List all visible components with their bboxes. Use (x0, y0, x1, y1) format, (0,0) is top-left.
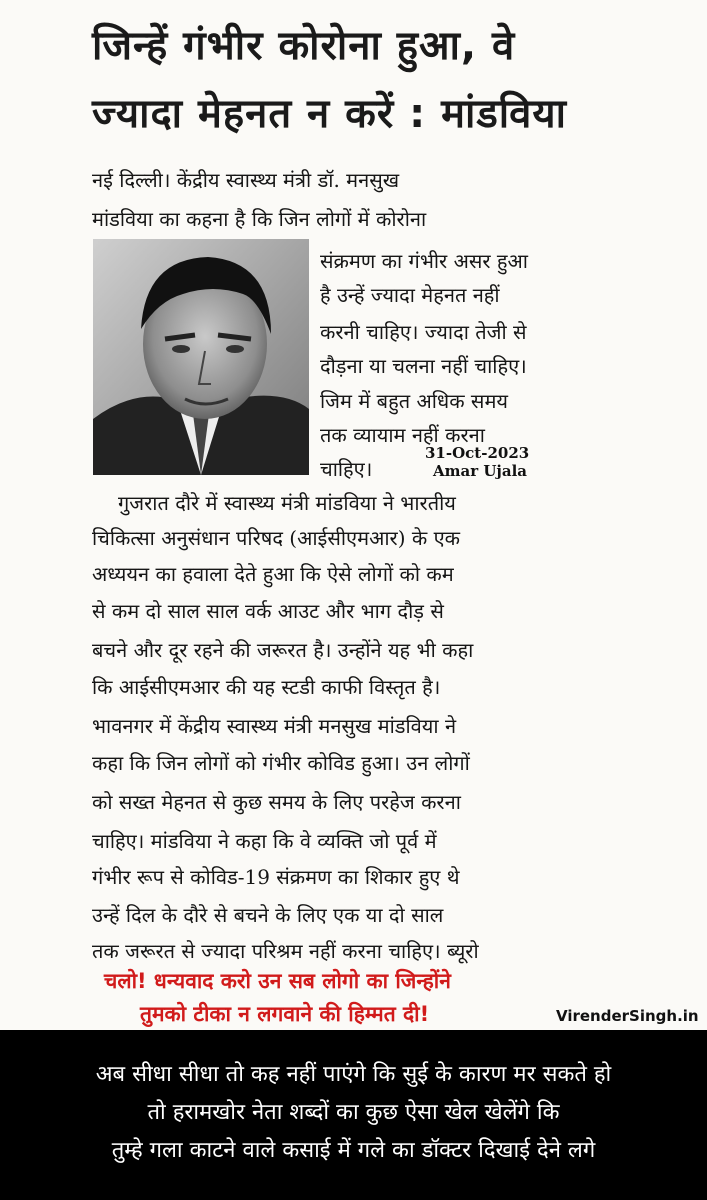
comment-line-2: तुमको टीका न लगवाने की हिम्मत दी! (140, 1002, 430, 1026)
comment-line-1: चलो! धन्यवाद करो उन सब लोगो का जिन्होंने (104, 969, 451, 993)
article-line: दौड़ना या चलना नहीं चाहिए। (320, 354, 527, 378)
article-line: संक्रमण का गंभीर असर हुआ (320, 249, 528, 273)
headline-line-1: जिन्हें गंभीर कोरोना हुआ, वे (92, 23, 516, 69)
article-line: चाहिए। (320, 457, 373, 481)
article-line: नई दिल्ली। केंद्रीय स्वास्थ्य मंत्री डॉ. मनसुख (92, 168, 400, 192)
headline-line-2: ज्यादा मेहनत न करें : मांडविया (92, 91, 567, 137)
date-stamp (425, 444, 529, 480)
minister-photo (93, 239, 309, 475)
article-line: जिम में बहुत अधिक समय (320, 389, 509, 413)
article-line: भावनगर में केंद्रीय स्वास्थ्य मंत्री मनसुख मांडविया ने (92, 714, 457, 738)
article-line: कि आईसीएमआर की यह स्टडी काफी विस्तृत है। (92, 675, 441, 699)
article-line: को सख्त मेहनत से कुछ समय के लिए परहेज करना (92, 790, 461, 814)
article-line: मांडविया का कहना है कि जिन लोगों में कोरोना (92, 207, 427, 231)
footer-line-3: तुम्हे गला काटने वाले कसाई में गले का डॉक्टर दिखाई देने लगे (111, 1138, 596, 1163)
stamp-source: Amar Ujala (433, 462, 527, 480)
article-line: तक व्यायाम नहीं करना (320, 423, 485, 447)
article-line: से कम दो साल साल वर्क आउट और भाग दौड़ से (92, 599, 444, 623)
footer-line-2: तो हरामखोर नेता शब्दों का कुछ ऐसा खेल खेलेंगे कि (147, 1100, 560, 1125)
article-line: गुजरात दौरे में स्वास्थ्य मंत्री मांडविया ने भारतीय (118, 491, 456, 515)
footer-caption (0, 1030, 707, 1200)
article-line: है उन्हें ज्यादा मेहनत नहीं (320, 283, 500, 307)
article-line: उन्हें दिल के दौरे से बचने के लिए एक या दो साल (92, 903, 444, 927)
article-line: बचने और दूर रहने की जरूरत है। उन्होंने यह भी कहा (92, 638, 474, 662)
article-line: चाहिए। मांडविया ने कहा कि वे व्यक्ति जो पूर्व में (92, 829, 437, 853)
article-line: कहा कि जिन लोगों को गंभीर कोविड हुआ। उन लोगों (92, 751, 470, 775)
watermark: VirenderSingh.in (556, 1007, 699, 1025)
article-line: करनी चाहिए। ज्यादा तेजी से (320, 320, 527, 344)
headline (92, 12, 692, 148)
article-line: चिकित्सा अनुसंधान परिषद (आईसीएमआर) के एक (92, 526, 460, 550)
article-line: गंभीर रूप से कोविड-19 संक्रमण का शिकार हुए थे (92, 865, 460, 889)
article-line: अध्ययन का हवाला देते हुआ कि ऐसे लोगों को कम (92, 562, 454, 586)
portrait-image (93, 239, 309, 475)
footer-line-1: अब सीधा सीधा तो कह नहीं पाएंगे कि सुई के कारण मर सकते हो (95, 1062, 612, 1087)
article-line: तक जरूरत से ज्यादा परिश्रम नहीं करना चाहिए। ब्यूरो (92, 939, 479, 963)
stamp-date: 31-Oct-2023 (425, 444, 530, 462)
